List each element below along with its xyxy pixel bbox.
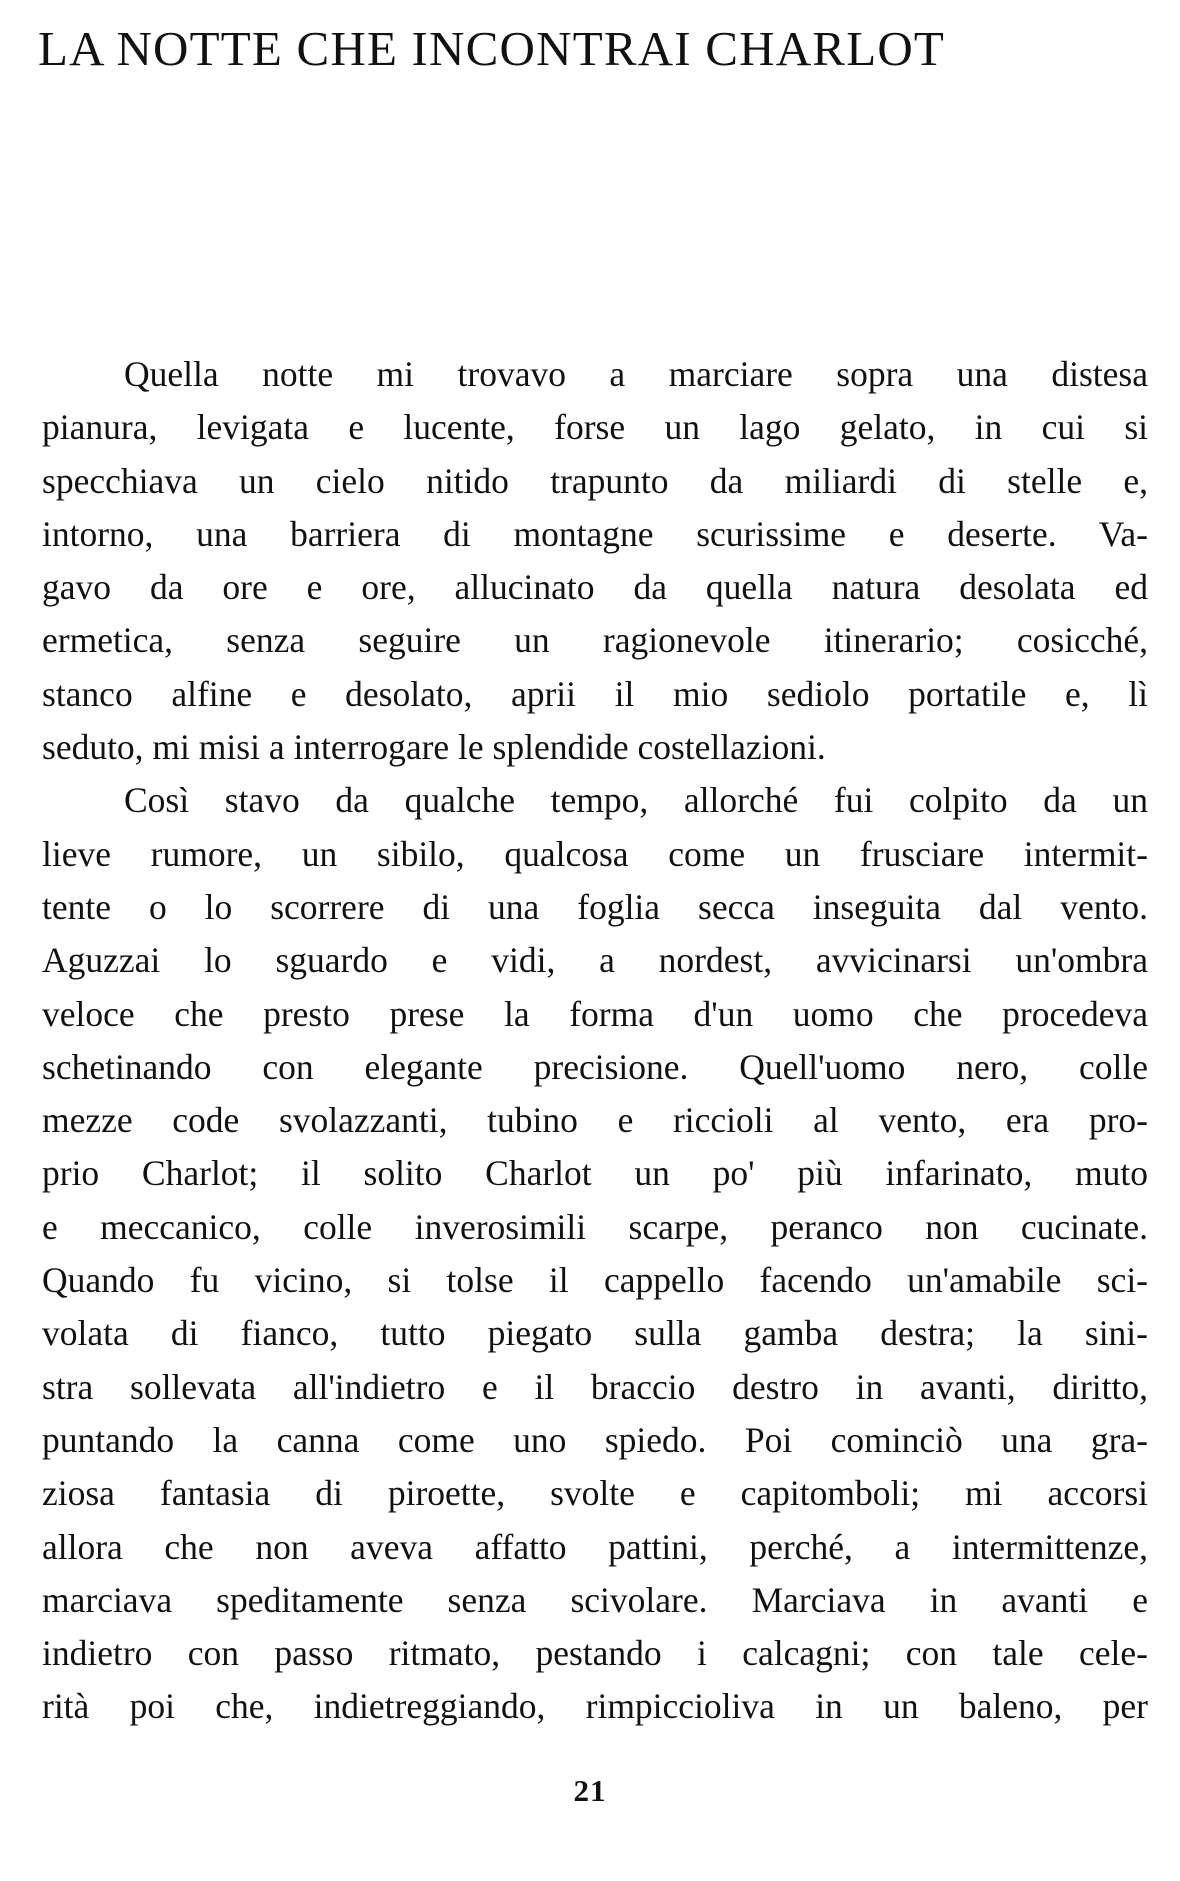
- text-line: specchiava un cielo nitido trapunto da miliardi di stelle e,: [42, 460, 1148, 501]
- text-line: Così stavo da qualche tempo, allorché fui colpito da un: [124, 780, 1148, 821]
- text-line: allora che non aveva affatto pattini, perché, a intermittenze,: [42, 1526, 1148, 1567]
- paragraph-1: [42, 348, 1148, 774]
- text-line: prio Charlot; il solito Charlot un po' più infarinato, muto: [42, 1153, 1148, 1194]
- text-line: schetinando con elegante precisione. Quell'uomo nero, colle: [42, 1046, 1148, 1087]
- text-line: gavo da ore e ore, allucinato da quella natura desolata ed: [42, 567, 1148, 608]
- text-line: stanco alfine e desolato, aprii il mio sediolo portatile e, lì: [42, 673, 1148, 714]
- paragraph-2: [42, 774, 1148, 1733]
- text-line: tente o lo scorrere di una foglia secca inseguita dal vento.: [42, 886, 1148, 927]
- text-line: Quando fu vicino, si tolse il cappello facendo un'amabile sci-: [42, 1260, 1148, 1301]
- text-line: Aguzzai lo sguardo e vidi, a nordest, avvicinarsi un'ombra: [42, 940, 1148, 981]
- chapter-title: LA NOTTE CHE INCONTRAI CHARLOT: [38, 21, 946, 76]
- text-line: puntando la canna come uno spiedo. Poi cominciò una gra-: [42, 1419, 1148, 1460]
- text-line: intorno, una barriera di montagne scurissime e deserte. Va-: [42, 513, 1148, 554]
- text-line: pianura, levigata e lucente, forse un lago gelato, in cui si: [42, 407, 1148, 448]
- text-line: marciava speditamente senza scivolare. Marciava in avanti e: [42, 1579, 1148, 1620]
- body-text: [42, 348, 1148, 1734]
- text-line: veloce che presto prese la forma d'un uomo che procedeva: [42, 993, 1148, 1034]
- text-line: e meccanico, colle inverosimili scarpe, peranco non cucinate.: [42, 1206, 1148, 1247]
- text-line: rità poi che, indietreggiando, rimpiccioliva in un baleno, per: [42, 1686, 1148, 1727]
- text-line: mezze code svolazzanti, tubino e riccioli al vento, era pro-: [42, 1100, 1148, 1141]
- text-line: ermetica, senza seguire un ragionevole itinerario; cosicché,: [42, 620, 1148, 661]
- text-line: stra sollevata all'indietro e il braccio destro in avanti, diritto,: [42, 1366, 1148, 1407]
- page-number: 21: [573, 1773, 607, 1808]
- text-line: seduto, mi misi a interrogare le splendide costellazioni.: [42, 727, 826, 768]
- text-line: Quella notte mi trovavo a marciare sopra una distesa: [124, 354, 1148, 394]
- text-line: indietro con passo ritmato, pestando i calcagni; con tale cele-: [42, 1633, 1148, 1674]
- text-line: ziosa fantasia di piroette, svolte e capitomboli; mi accorsi: [42, 1473, 1148, 1514]
- text-line: lieve rumore, un sibilo, qualcosa come un frusciare intermit-: [42, 833, 1148, 874]
- text-line: volata di fianco, tutto piegato sulla gamba destra; la sini-: [42, 1313, 1148, 1354]
